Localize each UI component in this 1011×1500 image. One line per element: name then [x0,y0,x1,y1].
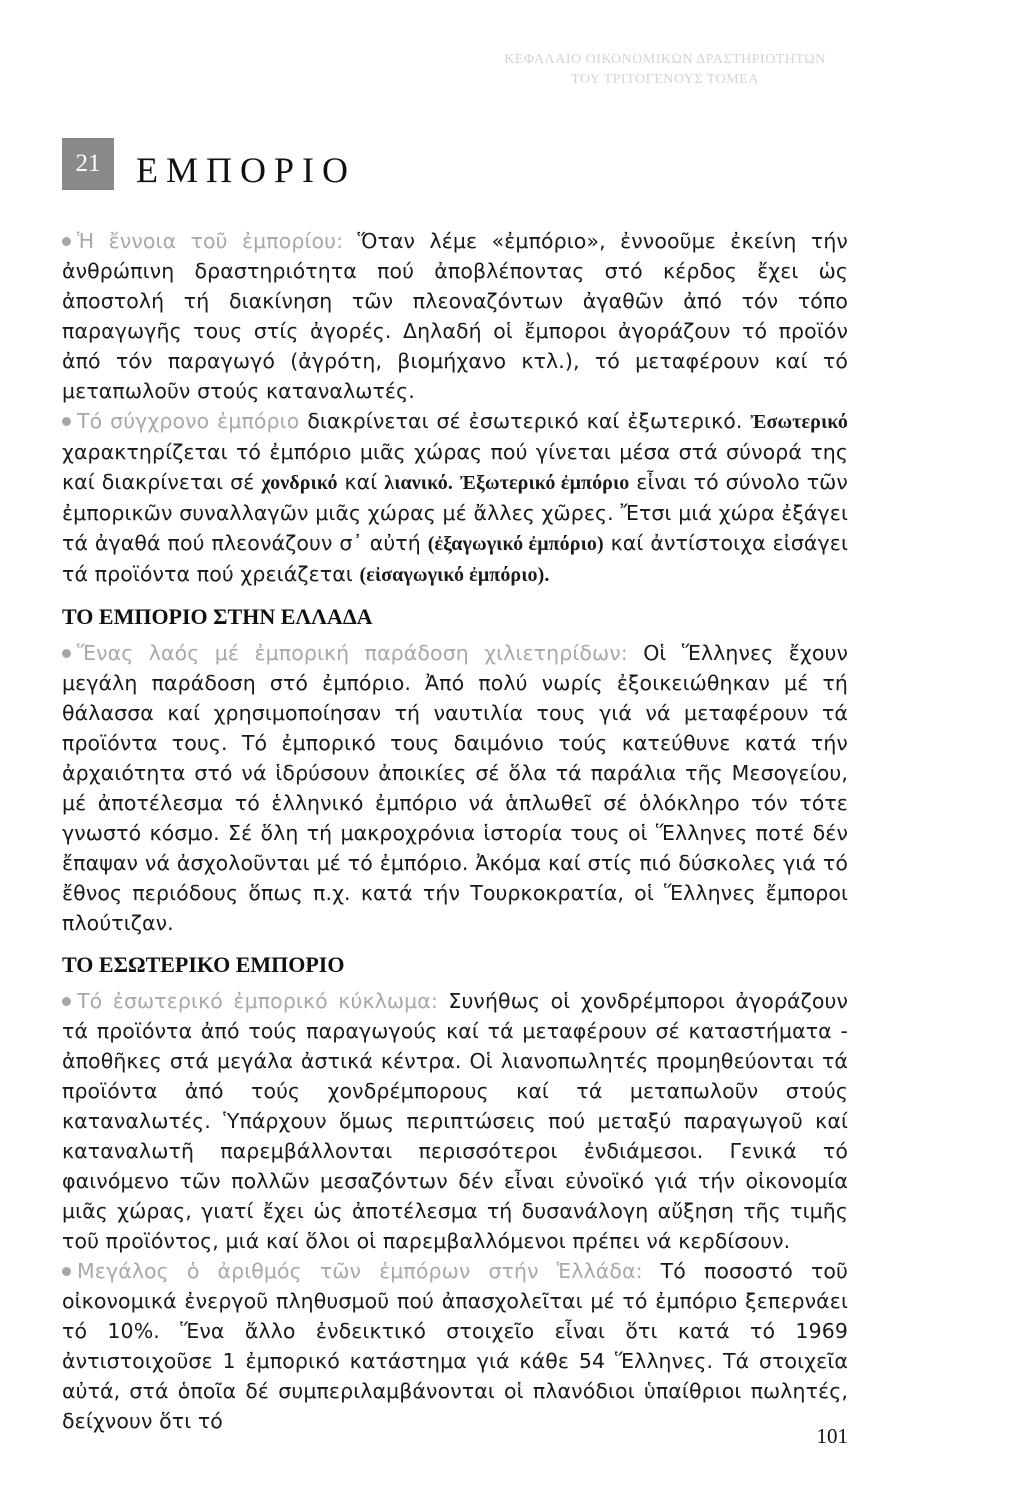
paragraph-concept-of-trade [62,226,848,406]
bullet-icon [62,1267,71,1276]
paragraph-text: Οἱ Ἕλληνες ἔχουν μεγάλη παράδοση στό ἐμπόριο. Ἀπό πολύ νωρίς ἐξοικειώθηκαν μέ τή θάλασσα καί χρησιμοποίησαν τή ναυτιλία τους γιά νά μεταφέρουν τά προϊόντα τους. Τό ἐμπορικό τους δαιμόνιο τούς κατεύθυνε κατά τήν ἀρχαιότητα στό νά ἱδρύσουν ἀποικίες σέ ὅλα τά παράλια τῆς Μεσογείου, μέ ἀποτέλεσμα τό ἑλληνικό ἐμπόριο νά ἁπλωθεῖ σέ ὁλόκληρο τόν τότε γνωστό κόσμο. Σέ ὅλη τή μακροχρόνια ἱστορία τους οἱ Ἕλληνες ποτέ δέν ἔπαψαν νά ἀσχολοῦνται μέ τό ἐμπόριο. Ἀκόμα καί στίς πιό δύσκολες γιά τό ἔθνος περιόδους ὅπως π.χ. κατά τήν Τουρκοκρατία, οἱ Ἕλληνες ἔμποροι πλούτιζαν. [62,641,848,935]
paragraph-text: Τό ποσοστό τοῦ οἰκονομικά ἐνεργοῦ πληθυσμοῦ πού ἀπασχολεῖται μέ τό ἐμπόριο ξεπερνάει τό 10%. Ἕνα ἄλλο ἐνδεικτικό στοιχεῖο εἶναι ὅτι κατά τό 1969 ἀντιστοιχοῦσε 1 ἐμπορικό κατάστημα γιά κάθε 54 Ἕλληνες. Τά στοιχεῖα αὐτά, στά ὁποῖα δέ συμπεριλαμβάνονται οἱ πλανόδιοι ὑπαίθριοι πωλητές, δείχνουν ὅτι τό [62,1259,848,1433]
paragraph-lead: Τό σύγχρονο ἐμπόριο [77,409,300,433]
bold-term-foreign-trade: Ἐξωτερικό ἐμπόριο [459,472,630,494]
faded-header-line-1: ΚΕΦΑΛΑΙΟ ΟΙΚΟΝΟΜΙΚΩΝ ΔΡΑΣΤΗΡΙΟΤΗΤΩΝ [504,52,826,67]
paragraph-trading-tradition [62,638,848,938]
paragraph-lead: Τό ἐσωτερικό ἐμπορικό κύκλωμα: [77,989,438,1013]
paragraph-modern-trade [62,406,848,590]
section-heading-trade-in-greece: ΤΟ ΕΜΠΟΡΙΟ ΣΤΗΝ ΕΛΛΑΔΑ [62,604,373,629]
paragraph-text: χαρακτηρίζεται τό ἐμπόριο μιᾶς χώρας πού γίνεται μέσα στά σύνορά της καί διακρίνεται σέ [62,440,848,494]
paragraph-lead: Ἡ ἔννοια τοῦ ἐμπορίου: [77,229,344,253]
faded-running-header [455,50,875,90]
paragraph-text [453,470,460,494]
page-number: 101 [816,1424,848,1448]
paragraph-lead: Μεγάλος ὁ ἀριθμός τῶν ἐμπόρων στήν Ἑλλάδα: [77,1259,643,1283]
paragraph-domestic-circuit [62,986,848,1256]
bullet-icon [62,649,71,658]
paragraph-text: καί [337,470,385,494]
paragraph-number-of-traders [62,1256,848,1436]
bold-term-wholesale: χονδρικό [261,472,338,494]
bold-term-export-trade: (ἐξαγωγικό ἐμπόριο) [427,533,604,555]
chapter-number-badge: 21 [62,138,114,190]
paragraph-text: καί ἀντίστοιχα εἰσάγει τά προϊόντα πού χρειάζεται [62,531,848,586]
paragraph-text: εἶναι τό σύνολο τῶν ἐμπορικῶν συναλλαγῶν μιᾶς χώρας μέ ἄλλες χῶρες. Ἔτσι μιά χώρα ἐξάγει τά ἀγαθά πού πλεονάζουν σ᾽ αὐτή [62,470,848,555]
paragraph-text: διακρίνεται σέ ἐσωτερικό καί ἐξωτερικό. [299,409,751,433]
bold-term-domestic: Ἐσωτερικό [750,411,848,433]
bullet-icon [62,237,71,246]
bullet-icon [62,997,71,1006]
bullet-icon [62,417,71,426]
paragraph-text: Ὅταν λέμε «ἐμπόριο», ἐννοοῦμε ἐκείνη τήν ἀνθρώπινη δραστηριότητα πού ἀποβλέποντας στό κέρδος ἔχει ὡς ἀποστολή τή διακίνηση τῶν πλεοναζόντων ἀγαθῶν ἀπό τόν τόπο παραγωγῆς τους στίς ἀγορές. Δηλαδή οἱ ἔμποροι ἀγοράζουν τό προϊόν ἀπό τόν παραγωγό (ἀγρότη, βιομήχανο κτλ.), τό μεταφέρουν καί τό μεταπωλοῦν στούς καταναλωτές. [62,229,848,403]
bold-term-retail: λιανικό. [384,472,453,494]
faded-header-line-2: ΤΟΥ ΤΡΙΤΟΓΕΝΟΥΣ ΤΟΜΕΑ [571,72,759,87]
chapter-heading [62,138,356,190]
chapter-title: ΕΜΠΟΡΙΟ [136,150,357,190]
bold-term-import-trade: (εἰσαγωγικό ἐμπόριο). [359,564,550,586]
section-heading-domestic-trade: ΤΟ ΕΣΩΤΕΡΙΚΟ ΕΜΠΟΡΙΟ [62,952,345,977]
paragraph-text: Συνήθως οἱ χονδρέμποροι ἀγοράζουν τά προϊόντα ἀπό τούς παραγωγούς καί τά μεταφέρουν σέ καταστήματα - ἀποθῆκες στά μεγάλα ἀστικά κέντρα. Οἱ λιανοπωλητές προμηθεύονται τά προϊόντα ἀπό τούς χονδρέμπορους καί τά μεταπωλοῦν στούς καταναλωτές. Ὑπάρχουν ὅμως περιπτώσεις πού μεταξύ παραγωγοῦ καί καταναλωτῆ παρεμβάλλονται περισσότεροι ἐνδιάμεσοι. Γενικά τό φαινόμενο τῶν πολλῶν μεσαζόντων δέν εἶναι εὐνοϊκό γιά τήν οἰκονομία μιᾶς χώρας, γιατί ἔχει ὡς ἀποτέλεσμα τή δυσανάλογη αὔξηση τῆς τιμῆς τοῦ προϊόντος, μιά καί ὅλοι οἱ παρεμβαλλόμενοι πρέπει νά κερδίσουν. [62,989,848,1253]
paragraph-lead: Ἕνας λαός μέ ἐμπορική παράδοση χιλιετηρίδων: [77,641,628,665]
page-body [62,226,848,1436]
